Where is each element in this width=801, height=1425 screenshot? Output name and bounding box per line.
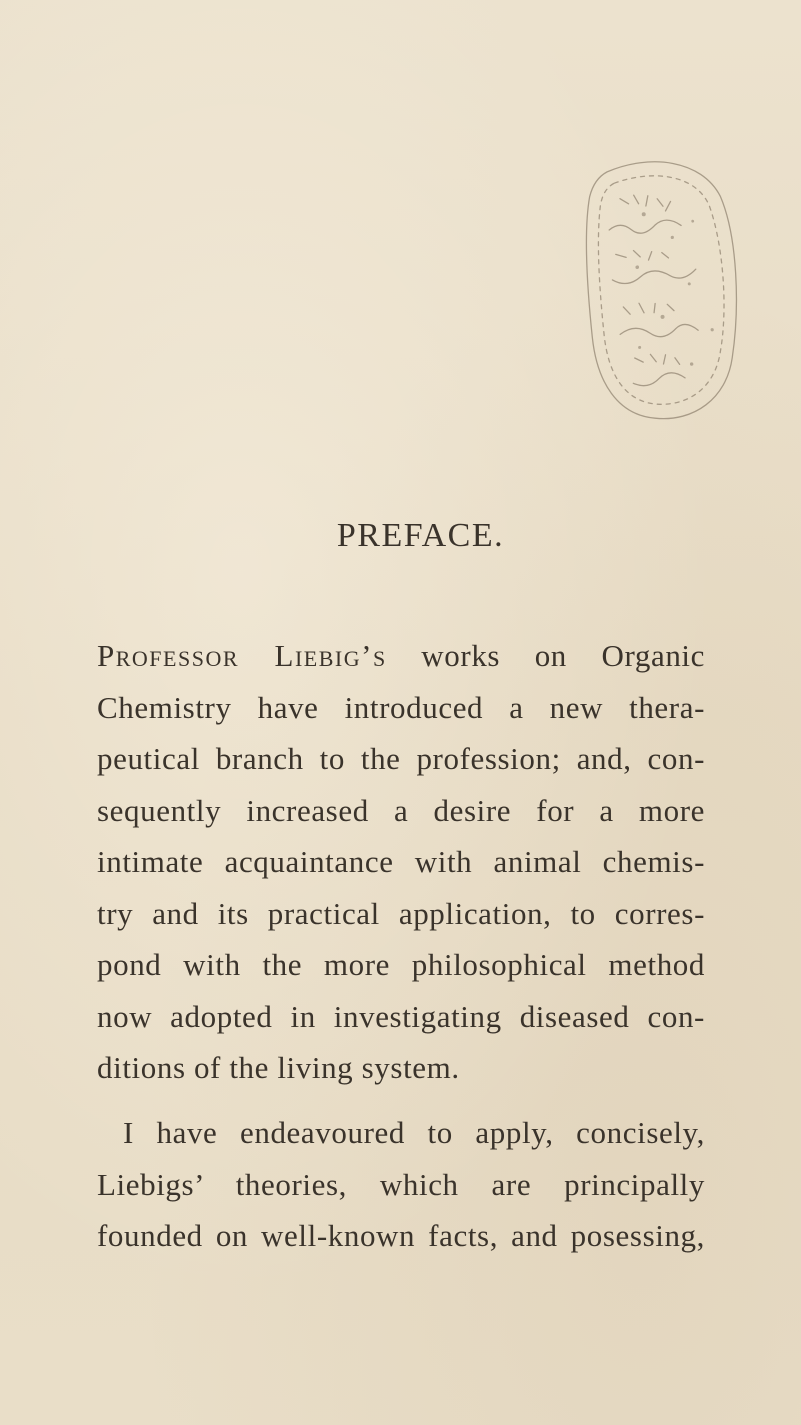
paragraph-line: ditions of the living system. bbox=[97, 1050, 460, 1085]
paragraph-line: try and its practical application, to corres- bbox=[97, 896, 705, 931]
author-name: Professor Liebig’s bbox=[97, 638, 387, 673]
paragraph-line: pond with the more philosophical method bbox=[97, 947, 705, 982]
paragraph-line: sequently increased a desire for a more bbox=[97, 793, 705, 828]
paragraph-line: intimate acquaintance with animal chemis- bbox=[97, 844, 705, 879]
paragraph-line: Liebigs’ theories, which are principally bbox=[97, 1167, 705, 1202]
paragraph-line: founded on well-known facts, and posessing, bbox=[97, 1218, 705, 1253]
library-stamp-mark bbox=[566, 147, 754, 437]
paragraph-line: I have endeavoured to apply, concisely, bbox=[123, 1115, 705, 1150]
paragraph-line: peutical branch to the profession; and, con- bbox=[97, 741, 705, 776]
line-text: works on Organic bbox=[386, 638, 706, 673]
page-title: PREFACE. bbox=[336, 517, 505, 554]
paragraph-line bbox=[97, 637, 705, 675]
paragraph-line: Chemistry have introduced a new thera- bbox=[97, 690, 705, 725]
paragraph-line: now adopted in investigating diseased con- bbox=[97, 999, 705, 1034]
